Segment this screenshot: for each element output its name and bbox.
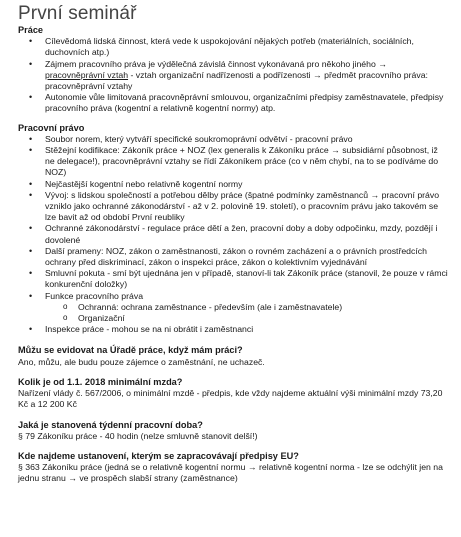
document-title: První seminář [18, 3, 137, 24]
list-item: • Autonomie vůle limitovaná pracovněprávní smlouvou, organizačními předpisy zaměstnavatele, předpisy pracovního práva (kogentní a relativně kogentní normy) atp. [18, 92, 461, 114]
list-item: • Inspekce práce - mohou se na ni obrátit i zaměstnanci [18, 324, 461, 335]
heading-prace: Práce [18, 25, 44, 35]
list-item: • Další prameny: NOZ, zákon o zaměstnanosti, zákon o rovném zacházení a o právních prostředcích ochrany před diskriminací, zákon o inspekci práce, zákon o kolektivním vyjednávání [18, 246, 461, 268]
list-item [18, 59, 461, 93]
list-item: • Cílevědomá lidská činnost, která vede k uspokojování nějakých potřeb (materiálních, sociálních, duchovních atp.) [18, 36, 461, 58]
list-item: • Smluvní pokuta - smí být ujednána jen v případě, stanoví-li tak Zákoník práce (stanovil, že pouze v rámci konkurenční doložky) [18, 268, 461, 290]
answer-text: Nařízení vlády č. 567/2006, o minimální mzdě - předpis, kde vždy najdeme aktuální výši minimální mzdy 73,20 Kč a 12 200 Kč [18, 388, 443, 410]
question-heading: Kolik je od 1.1. 2018 minimální mzda? [18, 376, 183, 387]
heading-pracovni-pravo: Pracovní právo [18, 122, 85, 133]
list-item: • Nejčastější kogentní nebo relativně kogentní normy [18, 179, 461, 190]
list-item: • Soubor norem, který vytváří specifické soukromoprávní odvětví - pracovní právo [18, 134, 461, 145]
list-prace [18, 36, 461, 114]
item-text: - vztah organizační nadřízenosti a podřízenosti → předmět pracovního práva: pracovněprávní vztahy [45, 69, 428, 92]
list-item: • Stěžejní kodifikace: Zákoník práce + NOZ (lex generalis k Zákoníku práce → subsidiární působnost, iž ne delegace!), pracovněprávní vztahy se řídí Zákoníkem práce (co v něm chybí, na to se podíváme do NOZ) [18, 145, 461, 179]
question-heading: Kde najdeme ustanovení, kterým se zapracovávají předpisy EU? [18, 450, 299, 461]
question-heading: Jaká je stanovená týdenní pracovní doba? [18, 419, 203, 430]
answer-text: § 79 Zákoníku práce - 40 hodin (nelze smluvně stanovit delší!) [18, 430, 258, 441]
answer-text: § 363 Zákoníku práce (jedná se o relativně kogentní normu → relativně kogentní norma - lze se odchýlit jen na jednu stranu → ve prospěch slabší strany (zaměstnance) [18, 462, 443, 484]
item-text: Zájmem pracovního práva je výdělečná závislá činnost vykonávaná pro někoho jiného → [45, 58, 387, 69]
list-item: • Ochranné zákonodárství - regulace práce dětí a žen, pracovní doby a doby odpočinku, mzdy, pozdějí i dovolené [18, 223, 461, 245]
sub-list-item: o Ochranná: ochrana zaměstnance - především (ale i zaměstnavatele) [18, 302, 461, 313]
list-item: • Funkce pracovního práva [18, 291, 461, 302]
list-item: • Vývoj: s lidskou společností a potřebou dělby práce (špatné podmínky zaměstnanců → pracovní právo vzniklo jako ochranné zákonodárství - až v 2. polovině 19. století), o pracovním právu jako takovém se lze bavit až od období První reubliky [18, 190, 461, 224]
question-heading: Můžu se evidovat na Úřadě práce, když mám práci? [18, 345, 243, 356]
sub-list-item: o Organizační [18, 313, 461, 324]
underlined-term: pracovněprávní vztah [45, 69, 129, 80]
answer-text: Ano, můžu, ale budu pouze zájemce o zaměstnání, ne uchazeč. [18, 356, 265, 367]
list-pracovni-pravo [18, 134, 461, 336]
